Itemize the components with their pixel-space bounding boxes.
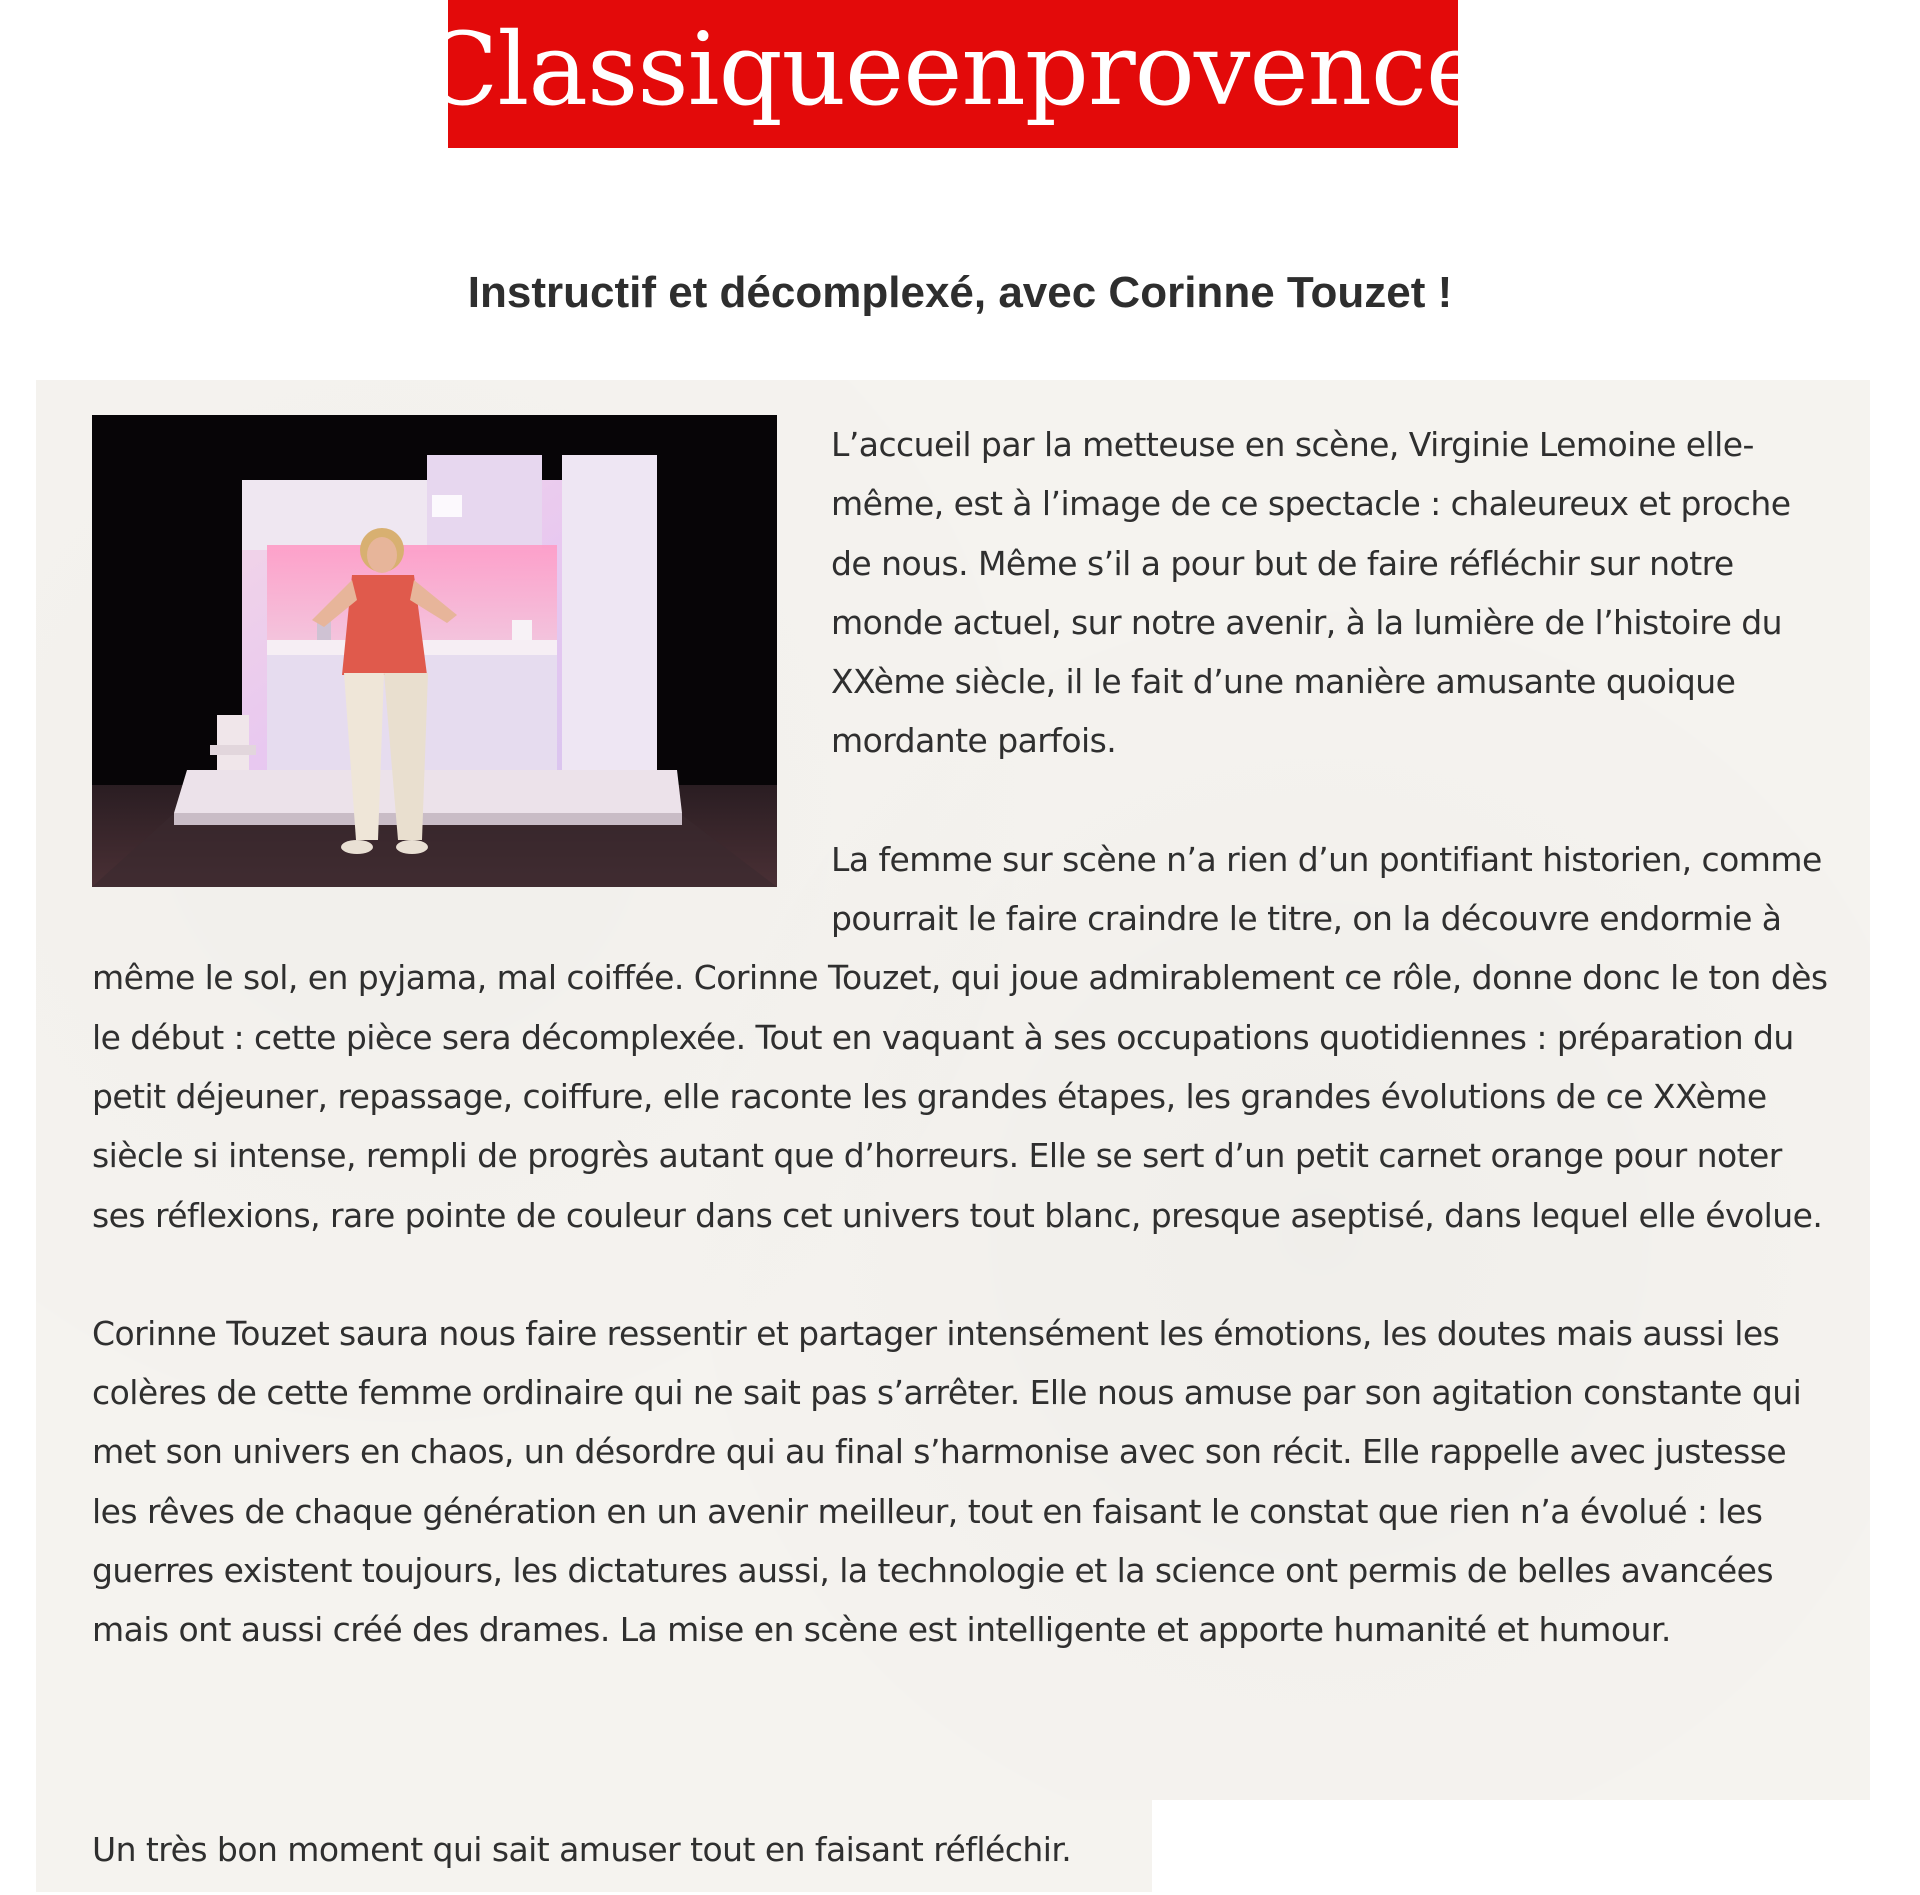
article-paragraph-1: L’accueil par la metteuse en scène, Virginie Lemoine elle-même, est à l’image de ce spectacle : chaleureux et proche de nous. Même s’il a pour but de faire réfléchir sur notre monde actuel, sur notre avenir, à la lumière de l’histoire du XXème siècle, il le fait d’une manière amusante quoique mordante parfois. (831, 425, 1791, 761)
article-paragraph-2: La femme sur scène n’a rien d’un pontifiant historien, comme pourrait le faire craindre le titre, on la découvre endormie à même le sol, en pyjama, mal coiffée. Corinne Touzet, qui joue admirablement ce rôle, donne donc le ton dès le début : cette pièce sera décomplexée. Tout en vaquant à ses occupations quotidiennes : préparation du petit déjeuner, repassage, coiffure, elle raconte les grandes étapes, les grandes évolutions de ce XXème siècle si intense, rempli de progrès autant que d’horreurs. Elle se sert d’un petit carnet orange pour noter ses réflexions, rare pointe de couleur dans cet univers tout blanc, presque aseptisé, dans lequel elle évolue. (92, 839, 1828, 1235)
article-body (92, 415, 1832, 1660)
site-title[interactable]: Classiqueenprovence (421, 11, 1485, 128)
stage-photo (92, 415, 777, 887)
article-title: Instructif et décomplexé, avec Corinne Touzet ! (467, 268, 1453, 317)
article-paragraph-3: Corinne Touzet saura nous faire ressentir et partager intensément les émotions, les doutes mais aussi les colères de cette femme ordinaire qui ne sait pas s’arrêter. Elle nous amuse par son agitation constante qui met son univers en chaos, un désordre qui au final s’harmonise avec son récit. Elle rappelle avec justesse les rêves de chaque génération en un avenir meilleur, tout en faisant le constat que rien n’a évolué : les guerres existent toujours, les dictatures aussi, la technologie et la science ont permis de belles avancées mais ont aussi créé des drames. La mise en scène est intelligente et apporte humanité et humour. (92, 1313, 1802, 1650)
article-closing: Un très bon moment qui sait amuser tout en faisant réfléchir. (92, 1830, 1072, 1869)
site-banner[interactable] (421, 0, 1485, 148)
